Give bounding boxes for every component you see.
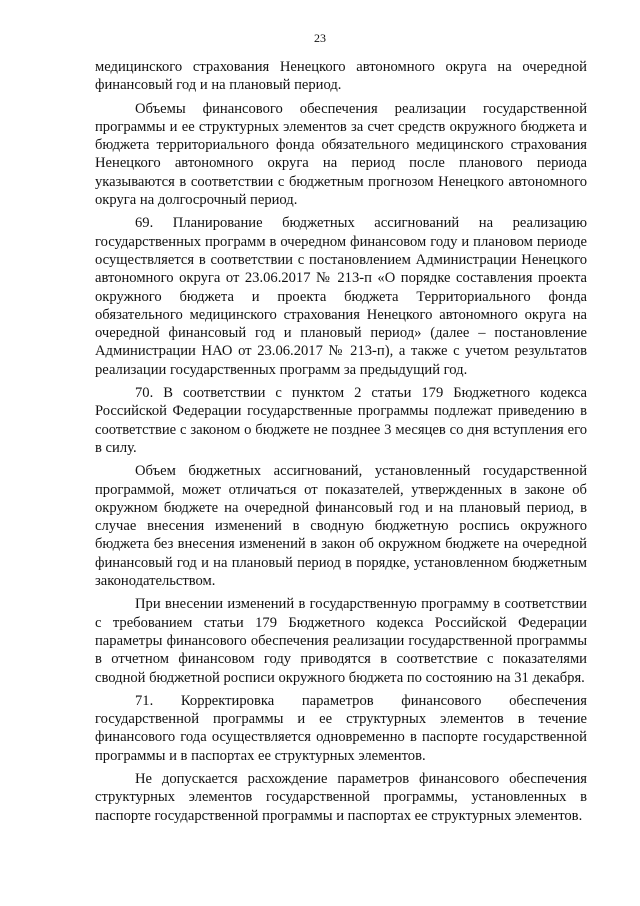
paragraph-program-changes: При внесении изменений в государственную программу в соответствии с требованием статьи 179 Бюджетного кодекса Российской Федерации параметры финансового обеспечения реализации государственной программы в отчетном финансовом году приводятся в соответствие с показателями сводной бюджетной росписи окружного бюджета по состоянию на 31 декабря. [95,596,587,686]
document-body [95,58,587,830]
paragraph-item-70: 70. В соответствии с пунктом 2 статьи 179 Бюджетного кодекса Российской Федерации государственные программы подлежат приведению в соответствие с законом о бюджете не позднее 3 месяцев со дня вступления его в силу. [95,385,587,456]
paragraph-item-69: 69. Планирование бюджетных ассигнований на реализацию государственных программ в очередном финансовом году и плановом периоде осуществляется в соответствии с постановлением Администрации Ненецкого автономного округа от 23.06.2017 № 213-п «О порядке составления проекта окружного бюджета и проекта бюджета Территориального фонда обязательного медицинского страхования Ненецкого автономного округа на очередной финансовый год и плановый период» (далее – постановление Администрации НАО от 23.06.2017 № 213-п), а также с учетом результатов реализации государственных программ за предыдущий год. [95,215,587,378]
paragraph-continuation: медицинского страхования Ненецкого автономного округа на очередной финансовый год и на плановый период. [95,59,587,94]
paragraph-no-discrepancy: Не допускается расхождение параметров финансового обеспечения структурных элементов государственной программы, установленных в паспорте государственной программы и паспортах ее структурных элементов. [95,770,587,824]
paragraph-item-71: 71. Корректировка параметров финансового обеспечения государственной программы и ее структурных элементов в течение финансового года осуществляется одновременно в паспорте государственной программы и в паспортах ее структурных элементов. [95,692,587,764]
page-number: 23 [314,31,326,45]
paragraph-funding-volumes: Объемы финансового обеспечения реализации государственной программы и ее структурных элементов за счет средств окружного бюджета и бюджета территориального фонда обязательного медицинского страхования Ненецкого автономного округа на период после планового периода указываются в соответствии с бюджетным прогнозом Ненецкого автономного округа на долгосрочный период. [95,100,587,209]
paragraph-budget-allocations: Объем бюджетных ассигнований, установленный государственной программой, может отличаться от показателей, утвержденных в законе об окружном бюджете на очередной финансовый год и на плановый период, в случае внесения изменений в сводную бюджетную роспись окружного бюджета без внесения изменений в закон об окружном бюджете на очередной финансовый год и на плановый период в порядке, установленном бюджетным законодательством. [95,463,587,590]
